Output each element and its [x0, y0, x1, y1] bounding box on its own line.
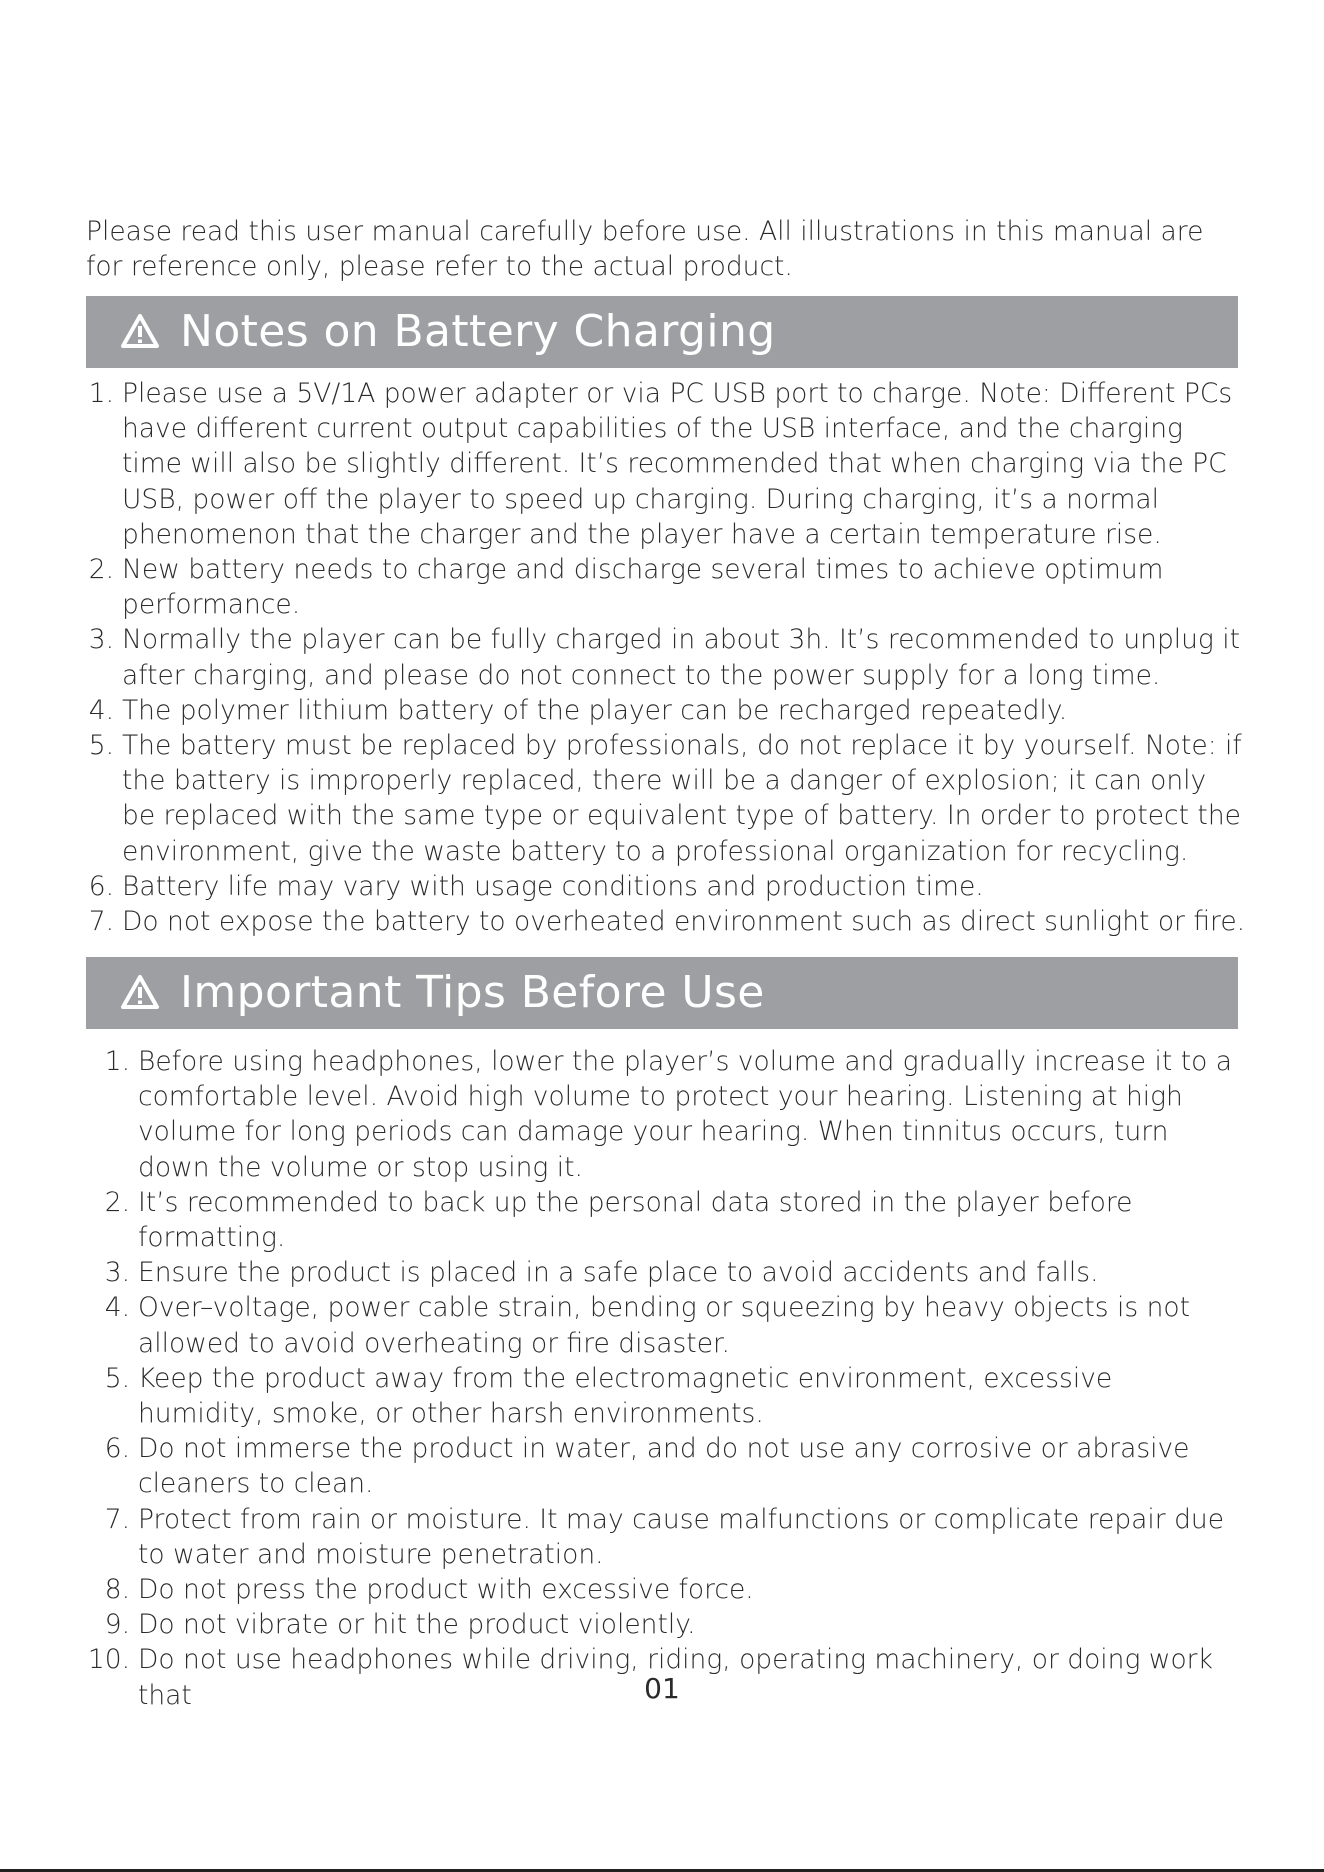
list-item	[86, 622, 1246, 692]
intro-paragraph: Please read this user manual carefully before use. All illustrations in this manual are for reference only, please refer to the actual product.	[86, 216, 1204, 282]
item-text: Do not use headphones while driving, riding, operating machinery, or doing work that	[138, 1644, 1213, 1711]
item-number: 8.	[104, 1574, 130, 1606]
list-item	[86, 1044, 1246, 1185]
list-item	[86, 869, 1246, 904]
item-text: Ensure the product is placed in a safe place to avoid accidents and falls.	[138, 1257, 1099, 1289]
item-text: Do not vibrate or hit the product violently.	[138, 1609, 696, 1641]
item-text: The polymer lithium battery of the player can be recharged repeatedly.	[122, 694, 1068, 726]
item-number: 10.	[87, 1644, 130, 1676]
item-text: Do not expose the battery to overheated environment such as direct sunlight or fire.	[122, 906, 1246, 938]
item-number: 6.	[88, 870, 114, 902]
battery-notes-list	[86, 376, 1246, 939]
item-text: New battery needs to charge and discharge several times to achieve optimum performance.	[122, 554, 1164, 621]
item-number: 3.	[104, 1257, 130, 1289]
section-title: Important Tips Before Use	[180, 967, 765, 1018]
item-number: 4.	[88, 694, 114, 726]
list-item	[86, 552, 1246, 622]
list-item	[86, 1572, 1246, 1607]
item-text: Battery life may vary with usage conditions and production time.	[122, 870, 984, 902]
item-number: 2.	[88, 554, 114, 586]
important-tips-list	[86, 1044, 1246, 1713]
section-banner-battery-charging	[86, 296, 1238, 368]
item-number: 4.	[104, 1292, 130, 1324]
list-item	[86, 693, 1246, 728]
list-item	[86, 376, 1246, 552]
item-text: The battery must be replaced by professionals, do not replace it by yourself. Note: if the battery is improperly replaced, there will be a danger of explosion; it can only be replaced with the same type or equivalent type of battery. In order to protect the environment, give the waste battery to a professional organization for recycling.	[122, 730, 1242, 867]
item-text: Before using headphones, lower the player’s volume and gradually increase it to a comfortable level. Avoid high volume to protect your hearing. Listening at high volume for long periods can damage your hearing. When tinnitus occurs, turn down the volume or stop using it.	[138, 1046, 1232, 1183]
item-text: It’s recommended to back up the personal data stored in the player before formatting.	[138, 1186, 1133, 1254]
item-number: 7.	[104, 1503, 130, 1535]
item-number: 7.	[88, 906, 114, 938]
item-text: Over–voltage, power cable strain, bending or squeezing by heavy objects is not allowed to avoid overheating or fire disaster.	[138, 1292, 1191, 1359]
item-number: 1.	[104, 1046, 130, 1077]
list-item	[86, 728, 1246, 869]
warning-icon	[120, 973, 160, 1013]
item-number: 1.	[88, 378, 114, 409]
item-number: 5.	[88, 730, 114, 762]
warning-icon	[120, 312, 160, 352]
list-item	[86, 1255, 1246, 1290]
item-text: Please use a 5V/1A power adapter or via PC USB port to charge. Note: Different PCs have different current output capabilities of the USB interface, and the charging time will also be slightly different. It’s recommended that when charging via the PC USB, power off the player to speed up charging. During charging, it’s a normal phenomenon that the charger and the player have a certain temperature rise.	[122, 378, 1233, 550]
item-text: Do not immerse the product in water, and do not use any corrosive or abrasive cleaners to clean.	[138, 1433, 1190, 1500]
list-item	[86, 1431, 1246, 1501]
item-number: 6.	[104, 1433, 130, 1465]
list-item	[86, 904, 1246, 939]
section-banner-important-tips	[86, 957, 1238, 1029]
list-item	[86, 1502, 1246, 1572]
item-text: Protect from rain or moisture. It may cause malfunctions or complicate repair due to water and moisture penetration.	[138, 1503, 1225, 1570]
item-text: Keep the product away from the electromagnetic environment, excessive humidity, smoke, or other harsh environments.	[138, 1362, 1113, 1430]
list-item	[86, 1185, 1246, 1255]
item-number: 3.	[88, 624, 114, 656]
page-number: 01	[644, 1672, 680, 1705]
list-item	[86, 1607, 1246, 1642]
list-item	[86, 1290, 1246, 1360]
item-number: 2.	[104, 1186, 130, 1218]
item-text: Normally the player can be fully charged in about 3h. It’s recommended to unplug it after charging, and please do not connect to the power supply for a long time.	[122, 624, 1241, 691]
item-number: 5.	[104, 1362, 130, 1394]
section-title: Notes on Battery Charging	[180, 306, 776, 357]
item-text: Do not press the product with excessive force.	[138, 1574, 754, 1606]
list-item	[86, 1361, 1246, 1431]
item-number: 9.	[104, 1609, 130, 1641]
